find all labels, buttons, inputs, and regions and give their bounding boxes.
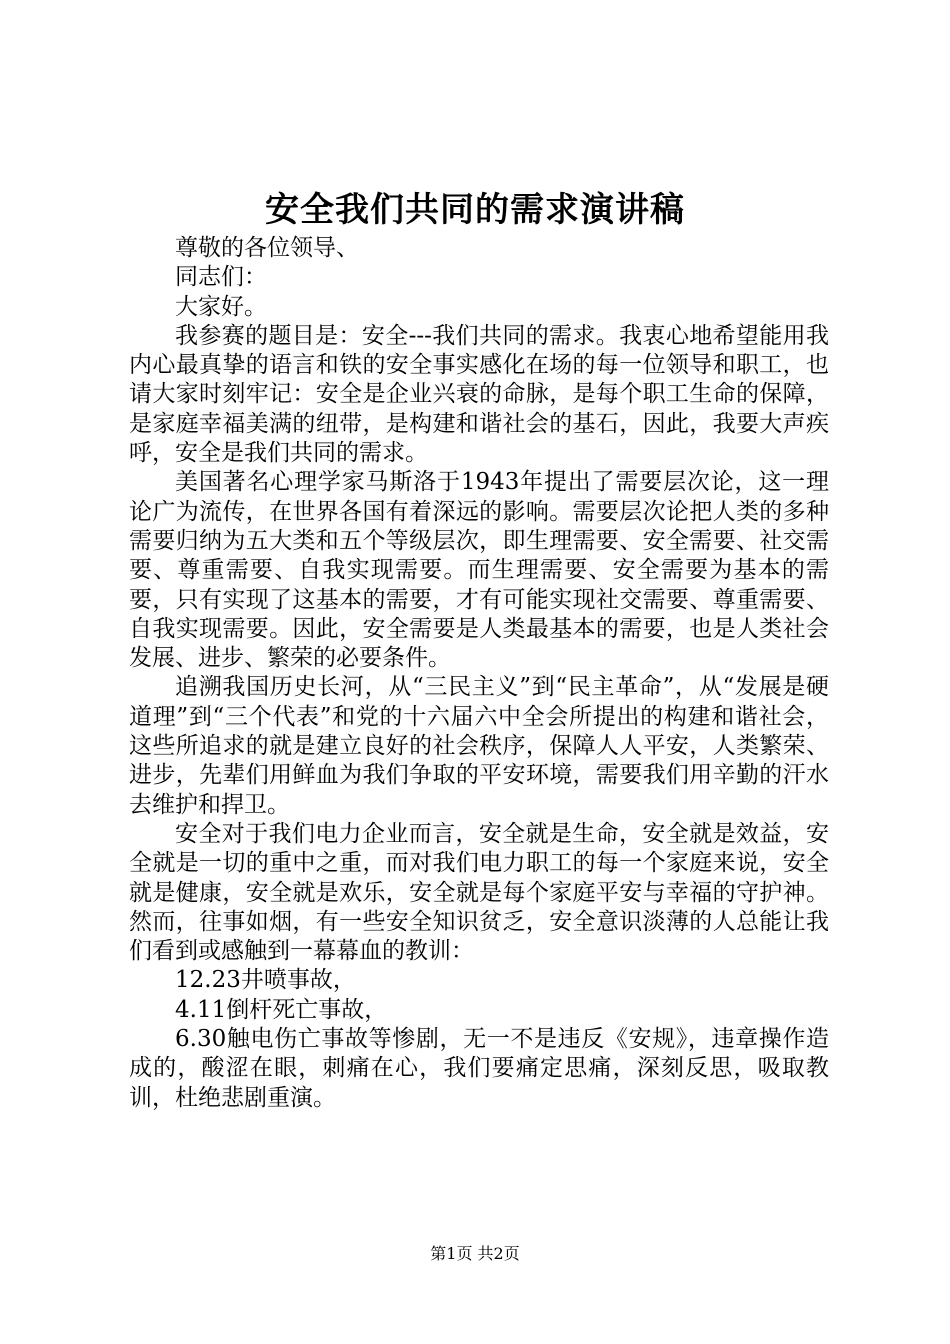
paragraph-history: 追溯我国历史长河，从“三民主义”到“民主革命”，从“发展是硬道理”到“三个代表”和党的十六届六中全会所提出的构建和谐社会，这些所追求的就是建立良好的社会秩序，保障人人平安，人类繁荣、进步，先辈们用鲜血为我们争取的平安环境，需要我们用辛勤的汗水去维护和捍卫。 — [129, 674, 829, 818]
paragraph-greeting-1: 尊敬的各位领导、 — [175, 235, 359, 261]
paragraph-power-enterprise: 安全对于我们电力企业而言，安全就是生命，安全就是效益，安全就是一切的重中之重，而对我们电力职工的每一个家庭来说，安全就是健康，安全就是欢乐，安全就是每个家庭平安与幸福的守护神。然而，往事如烟，有一些安全知识贫乏，安全意识淡薄的人总能让我们看到或感触到一幕幕血的教训： — [129, 820, 829, 965]
paragraph-accident-2: 4.11倒杆死亡事故， — [175, 996, 388, 1023]
paragraph-greeting-3: 大家好。 — [175, 293, 267, 320]
page-footer: 第1页 共2页 — [430, 1244, 520, 1263]
paragraph-accident-3: 6.30触电伤亡事故等惨剧，无一不是违反《安规》，违章操作造成的，酸涩在眼，刺痛在心，我们要痛定思痛，深刻反思，吸取教训，杜绝悲剧重演。 — [129, 1026, 829, 1111]
document-body — [129, 234, 829, 1113]
paragraph-intro: 我参赛的题目是：安全---我们共同的需求。我衷心地希望能用我内心最真挚的语言和铁的安全事实感化在场的每一位领导和职工，也请大家时刻牢记：安全是企业兴衰的命脉，是每个职工生命的保障，是家庭幸福美满的纽带，是构建和谐社会的基石，因此，我要大声疾呼，安全是我们共同的需求。 — [129, 322, 829, 467]
document-title: 安全我们共同的需求演讲稿 — [265, 190, 685, 230]
paragraph-accident-1: 12.23井喷事故， — [175, 967, 356, 994]
paragraph-maslow: 美国著名心理学家马斯洛于1943年提出了需要层次论，这一理论广为流传，在世界各国有着深远的影响。需要层次论把人类的多种需要归纳为五大类和五个等级层次，即生理需要、安全需要、社交需要、尊重需要、自我实现需要。而生理需要、安全需要为基本的需要，只有实现了这基本的需要，才有可能实现社交需要、尊重需要、自我实现需要。因此，安全需要是人类最基本的需要，也是人类社会发展、进步、繁荣的必要条件。 — [129, 469, 829, 672]
paragraph-greeting-2: 同志们： — [175, 264, 267, 291]
